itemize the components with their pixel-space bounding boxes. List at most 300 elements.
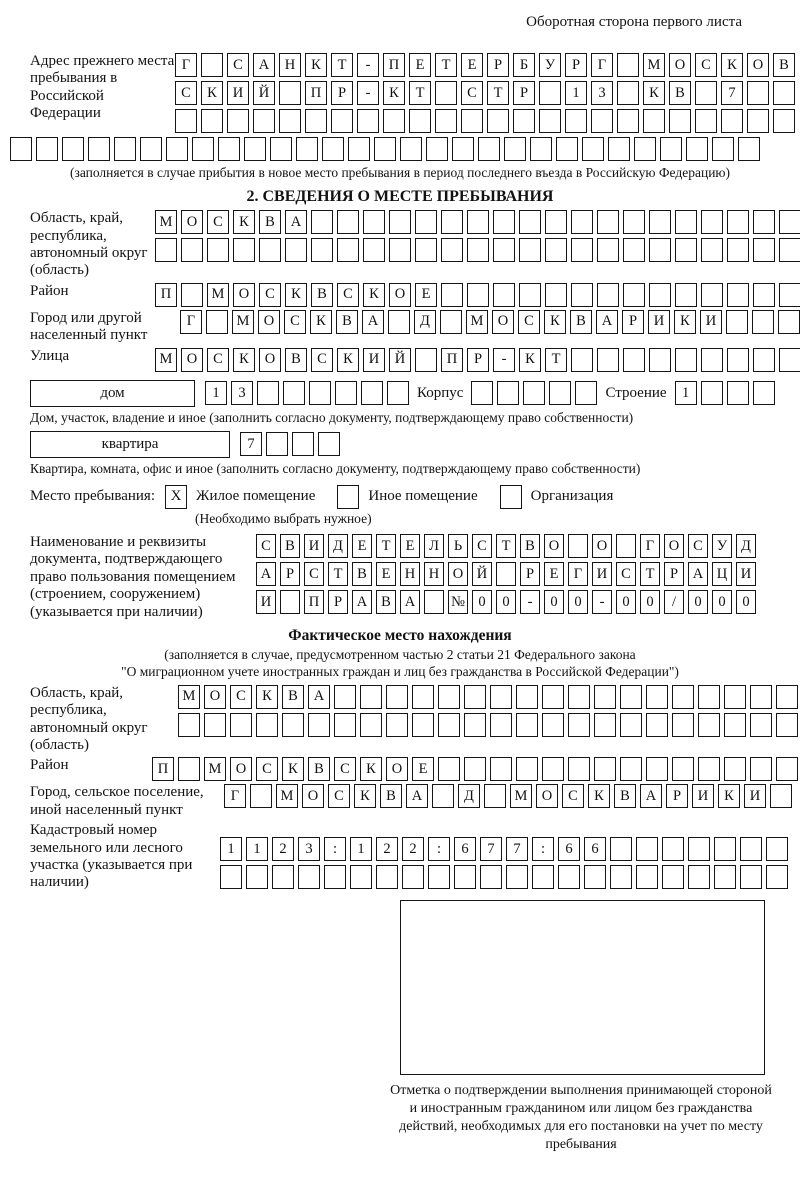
char-box: С xyxy=(518,310,540,334)
char-box xyxy=(257,381,279,405)
char-box: М xyxy=(510,784,532,808)
char-box xyxy=(766,837,788,861)
char-box: О xyxy=(664,534,684,558)
char-box: С xyxy=(304,562,324,586)
char-box xyxy=(435,81,457,105)
district-row xyxy=(155,283,800,307)
char-box xyxy=(594,713,616,737)
char-box: С xyxy=(616,562,636,586)
char-box xyxy=(201,109,223,133)
char-box: Р xyxy=(280,562,300,586)
char-box xyxy=(752,310,774,334)
char-box: У xyxy=(539,53,561,77)
char-box xyxy=(646,757,668,781)
char-box xyxy=(766,865,788,889)
char-box xyxy=(750,685,772,709)
char-box: М xyxy=(643,53,665,77)
char-box: Т xyxy=(331,53,353,77)
char-box: А xyxy=(596,310,618,334)
char-box xyxy=(662,865,684,889)
char-box xyxy=(259,238,281,262)
stay-type-row xyxy=(30,485,800,509)
char-box: С xyxy=(227,53,249,77)
char-box: Е xyxy=(412,757,434,781)
actual-region-label: Область, край, республика, автономный округ (область) xyxy=(30,684,148,753)
char-box: Т xyxy=(376,534,396,558)
region-row-2 xyxy=(155,238,800,262)
char-box xyxy=(539,109,561,133)
char-box: 0 xyxy=(736,590,756,614)
char-box xyxy=(467,210,489,234)
char-box xyxy=(549,381,571,405)
char-box: : xyxy=(532,837,554,861)
char-box xyxy=(487,109,509,133)
stay-organization-checkbox xyxy=(500,485,522,509)
char-box: Р xyxy=(328,590,348,614)
char-box xyxy=(334,685,356,709)
char-box xyxy=(773,81,795,105)
char-box: К xyxy=(519,348,541,372)
char-box xyxy=(675,283,697,307)
char-box: К xyxy=(233,348,255,372)
char-box xyxy=(155,238,177,262)
district-block xyxy=(30,283,800,307)
city-row xyxy=(180,310,800,334)
char-box xyxy=(727,210,749,234)
char-box xyxy=(542,713,564,737)
char-box xyxy=(568,757,590,781)
prev-address-row-1 xyxy=(175,53,795,77)
char-box: О xyxy=(302,784,324,808)
char-box xyxy=(669,109,691,133)
char-box xyxy=(412,713,434,737)
char-box: Б xyxy=(513,53,535,77)
char-box xyxy=(464,713,486,737)
char-box xyxy=(415,210,437,234)
char-box: К xyxy=(201,81,223,105)
char-box xyxy=(334,713,356,737)
char-box: А xyxy=(285,210,307,234)
char-box: А xyxy=(400,590,420,614)
document-row-3 xyxy=(256,590,756,614)
char-box xyxy=(545,210,567,234)
char-box xyxy=(493,238,515,262)
char-box: К xyxy=(285,283,307,307)
char-box: П xyxy=(305,81,327,105)
char-box: Л xyxy=(424,534,444,558)
char-box xyxy=(571,283,593,307)
char-box: В xyxy=(570,310,592,334)
char-box xyxy=(201,53,223,77)
char-box: О xyxy=(747,53,769,77)
char-box xyxy=(308,713,330,737)
region-label: Область, край, республика, автономный округ (область) xyxy=(30,210,148,279)
char-box xyxy=(649,283,671,307)
char-box: В xyxy=(311,283,333,307)
char-box: - xyxy=(357,53,379,77)
char-box: 3 xyxy=(231,381,253,405)
char-box xyxy=(542,757,564,781)
char-box xyxy=(10,137,32,161)
char-box: М xyxy=(155,348,177,372)
char-box: О xyxy=(204,685,226,709)
char-box: А xyxy=(308,685,330,709)
stay-other-premises-label: Иное помещение xyxy=(368,488,478,505)
char-box xyxy=(539,81,561,105)
char-box: / xyxy=(664,590,684,614)
char-box: К xyxy=(363,283,385,307)
char-box: 1 xyxy=(675,381,697,405)
char-box xyxy=(350,865,372,889)
char-box xyxy=(324,865,346,889)
char-box: Т xyxy=(435,53,457,77)
house-note: Дом, участок, владение и иное (заполнить согласно документу, подтверждающему право собственности) xyxy=(30,409,634,425)
char-box: Р xyxy=(487,53,509,77)
char-box xyxy=(348,137,370,161)
char-box: К xyxy=(354,784,376,808)
char-box: В xyxy=(380,784,402,808)
char-box xyxy=(779,238,800,262)
char-box: И xyxy=(692,784,714,808)
char-box xyxy=(516,757,538,781)
char-box: Е xyxy=(376,562,396,586)
char-box xyxy=(266,432,288,456)
char-box xyxy=(493,283,515,307)
char-box xyxy=(636,837,658,861)
char-box xyxy=(311,210,333,234)
char-box xyxy=(675,210,697,234)
cadastre-rows xyxy=(220,822,788,889)
char-box xyxy=(545,238,567,262)
char-box: В xyxy=(280,534,300,558)
char-box: 2 xyxy=(376,837,398,861)
char-box: В xyxy=(669,81,691,105)
char-box: С xyxy=(207,210,229,234)
region-block xyxy=(30,210,800,280)
korpus-cells xyxy=(471,381,597,405)
actual-region-row-2 xyxy=(178,713,798,737)
street-row xyxy=(155,348,800,372)
char-box: - xyxy=(520,590,540,614)
char-box: Г xyxy=(568,562,588,586)
char-box xyxy=(597,238,619,262)
char-box xyxy=(724,713,746,737)
char-box: О xyxy=(233,283,255,307)
char-box xyxy=(438,685,460,709)
confirmation-stamp-caption: Отметка о подтверждении выполнения принимающей стороной и иностранным гражданином или лицом без гражданства действий, необходимых для его постановки на учет по месту пребывания xyxy=(390,1082,772,1153)
house-row xyxy=(30,380,800,407)
char-box xyxy=(698,713,720,737)
char-box xyxy=(181,283,203,307)
char-box xyxy=(519,210,541,234)
char-box xyxy=(114,137,136,161)
char-box xyxy=(623,210,645,234)
char-box: К xyxy=(383,81,405,105)
prev-address-row-4 xyxy=(10,137,800,161)
char-box xyxy=(496,562,516,586)
char-box xyxy=(233,238,255,262)
stay-type-label: Место пребывания: xyxy=(30,488,155,505)
char-box: И xyxy=(744,784,766,808)
char-box xyxy=(478,137,500,161)
char-box: Д xyxy=(328,534,348,558)
char-box: Г xyxy=(175,53,197,77)
char-box: П xyxy=(441,348,463,372)
char-box: 0 xyxy=(568,590,588,614)
char-box xyxy=(620,713,642,737)
char-box xyxy=(230,713,252,737)
char-box: 1 xyxy=(565,81,587,105)
char-box: 3 xyxy=(591,81,613,105)
char-box xyxy=(415,348,437,372)
char-box: : xyxy=(428,837,450,861)
char-box xyxy=(497,381,519,405)
char-box xyxy=(714,865,736,889)
char-box xyxy=(279,81,301,105)
char-box: Г xyxy=(224,784,246,808)
char-box: В xyxy=(520,534,540,558)
actual-region-block xyxy=(30,685,800,755)
char-box: С xyxy=(311,348,333,372)
char-box xyxy=(753,283,775,307)
char-box: С xyxy=(337,283,359,307)
char-box xyxy=(701,210,723,234)
street-block xyxy=(30,348,800,372)
char-box: О xyxy=(536,784,558,808)
char-box xyxy=(424,590,444,614)
char-box: 7 xyxy=(506,837,528,861)
char-box: Д xyxy=(414,310,436,334)
char-box xyxy=(428,865,450,889)
char-box: О xyxy=(258,310,280,334)
house-number-cells xyxy=(205,381,409,405)
char-box: Т xyxy=(487,81,509,105)
char-box xyxy=(779,348,800,372)
char-box xyxy=(617,81,639,105)
char-box xyxy=(634,137,656,161)
char-box xyxy=(649,238,671,262)
char-box xyxy=(646,713,668,737)
prev-address-label: Адрес прежнего места пребывания в Российской Федерации xyxy=(30,53,175,122)
region-row-1 xyxy=(155,210,800,234)
char-box: Н xyxy=(400,562,420,586)
char-box xyxy=(283,381,305,405)
char-box: 7 xyxy=(721,81,743,105)
char-box: К xyxy=(305,53,327,77)
char-box: 7 xyxy=(240,432,262,456)
char-box: О xyxy=(448,562,468,586)
char-box xyxy=(270,137,292,161)
char-box: К xyxy=(544,310,566,334)
char-box xyxy=(389,238,411,262)
char-box xyxy=(360,685,382,709)
char-box xyxy=(383,109,405,133)
char-box: Т xyxy=(496,534,516,558)
char-box: В xyxy=(614,784,636,808)
char-box xyxy=(740,837,762,861)
korpus-label: Корпус xyxy=(417,384,464,401)
stay-residential-checkbox: X xyxy=(165,485,187,509)
char-box xyxy=(623,283,645,307)
actual-region-row-1 xyxy=(178,685,798,709)
char-box xyxy=(426,137,448,161)
char-box xyxy=(490,757,512,781)
char-box xyxy=(461,109,483,133)
char-box: С xyxy=(562,784,584,808)
char-box xyxy=(178,713,200,737)
char-box xyxy=(218,137,240,161)
char-box: Т xyxy=(409,81,431,105)
char-box xyxy=(701,381,723,405)
char-box xyxy=(726,310,748,334)
char-box xyxy=(686,137,708,161)
char-box xyxy=(688,837,710,861)
char-box xyxy=(250,784,272,808)
char-box xyxy=(166,137,188,161)
char-box xyxy=(337,210,359,234)
char-box: А xyxy=(256,562,276,586)
char-box: 0 xyxy=(688,590,708,614)
char-box xyxy=(727,283,749,307)
char-box xyxy=(467,283,489,307)
char-box: К xyxy=(310,310,332,334)
region-rows xyxy=(155,210,800,262)
char-box: А xyxy=(352,590,372,614)
char-box xyxy=(779,210,800,234)
char-box xyxy=(542,685,564,709)
char-box xyxy=(335,381,357,405)
char-box xyxy=(62,137,84,161)
char-box: К xyxy=(674,310,696,334)
char-box: С xyxy=(256,534,276,558)
char-box xyxy=(506,865,528,889)
char-box: Д xyxy=(458,784,480,808)
char-box xyxy=(192,137,214,161)
char-box: С xyxy=(328,784,350,808)
char-box xyxy=(331,109,353,133)
char-box: М xyxy=(204,757,226,781)
char-box: С xyxy=(284,310,306,334)
page-side-note: Оборотная сторона первого листа xyxy=(526,14,742,30)
char-box: Р xyxy=(467,348,489,372)
char-box xyxy=(649,210,671,234)
char-box: 0 xyxy=(616,590,636,614)
char-box xyxy=(620,685,642,709)
apartment-labelbox: квартира xyxy=(30,431,230,458)
stroenie-label: Строение xyxy=(605,384,667,401)
char-box xyxy=(556,137,578,161)
char-box xyxy=(738,137,760,161)
char-box xyxy=(282,713,304,737)
char-box: Е xyxy=(400,534,420,558)
char-box xyxy=(594,685,616,709)
char-box xyxy=(727,381,749,405)
char-box xyxy=(672,757,694,781)
char-box xyxy=(701,238,723,262)
char-box: И xyxy=(256,590,276,614)
char-box: И xyxy=(648,310,670,334)
cadastre-row-1 xyxy=(220,837,788,861)
char-box xyxy=(490,685,512,709)
char-box xyxy=(575,381,597,405)
char-box: В xyxy=(308,757,330,781)
char-box xyxy=(582,137,604,161)
char-box: О xyxy=(492,310,514,334)
char-box: А xyxy=(640,784,662,808)
street-label: Улица xyxy=(30,347,70,364)
char-box xyxy=(280,590,300,614)
char-box xyxy=(565,109,587,133)
char-box xyxy=(770,784,792,808)
char-box xyxy=(516,713,538,737)
char-box xyxy=(432,784,454,808)
char-box xyxy=(516,685,538,709)
char-box xyxy=(643,109,665,133)
prev-address-note: (заполняется в случае прибытия в новое место пребывания в период последнего въезда в Российскую Федерацию) xyxy=(69,165,731,180)
char-box xyxy=(244,137,266,161)
char-box: Ь xyxy=(448,534,468,558)
char-box: И xyxy=(592,562,612,586)
char-box xyxy=(435,109,457,133)
char-box: В xyxy=(773,53,795,77)
char-box xyxy=(178,757,200,781)
char-box: 2 xyxy=(272,837,294,861)
char-box: С xyxy=(688,534,708,558)
char-box: Е xyxy=(461,53,483,77)
actual-district-label: Район xyxy=(30,757,69,774)
char-box xyxy=(701,348,723,372)
char-box xyxy=(285,238,307,262)
char-box: Е xyxy=(544,562,564,586)
char-box xyxy=(571,210,593,234)
char-box: О xyxy=(181,210,203,234)
document-row-2 xyxy=(256,562,756,586)
char-box: Н xyxy=(279,53,301,77)
char-box xyxy=(493,210,515,234)
char-box: 2 xyxy=(402,837,424,861)
char-box xyxy=(617,53,639,77)
char-box: А xyxy=(688,562,708,586)
char-box xyxy=(480,865,502,889)
char-box xyxy=(675,238,697,262)
char-box xyxy=(594,757,616,781)
char-box xyxy=(220,865,242,889)
char-box: П xyxy=(304,590,324,614)
char-box xyxy=(279,109,301,133)
char-box: И xyxy=(700,310,722,334)
char-box xyxy=(452,137,474,161)
char-box xyxy=(519,283,541,307)
char-box xyxy=(675,348,697,372)
char-box xyxy=(441,283,463,307)
char-box: - xyxy=(357,81,379,105)
char-box: И xyxy=(304,534,324,558)
char-box: И xyxy=(736,562,756,586)
char-box xyxy=(568,713,590,737)
stay-other-premises-checkbox xyxy=(337,485,359,509)
actual-location-note-line2: "О миграционном учете иностранных граждан и лиц без гражданства в Российской Федерации") xyxy=(121,663,679,679)
char-box xyxy=(318,432,340,456)
char-box xyxy=(776,685,798,709)
char-box xyxy=(309,381,331,405)
char-box xyxy=(389,210,411,234)
actual-city-row xyxy=(224,784,792,808)
char-box xyxy=(246,865,268,889)
char-box xyxy=(597,283,619,307)
char-box xyxy=(660,137,682,161)
char-box xyxy=(617,109,639,133)
document-label: Наименование и реквизиты документа, подтверждающего право пользования помещением (строением, сооружением) (указывается при наличии) xyxy=(30,534,236,620)
